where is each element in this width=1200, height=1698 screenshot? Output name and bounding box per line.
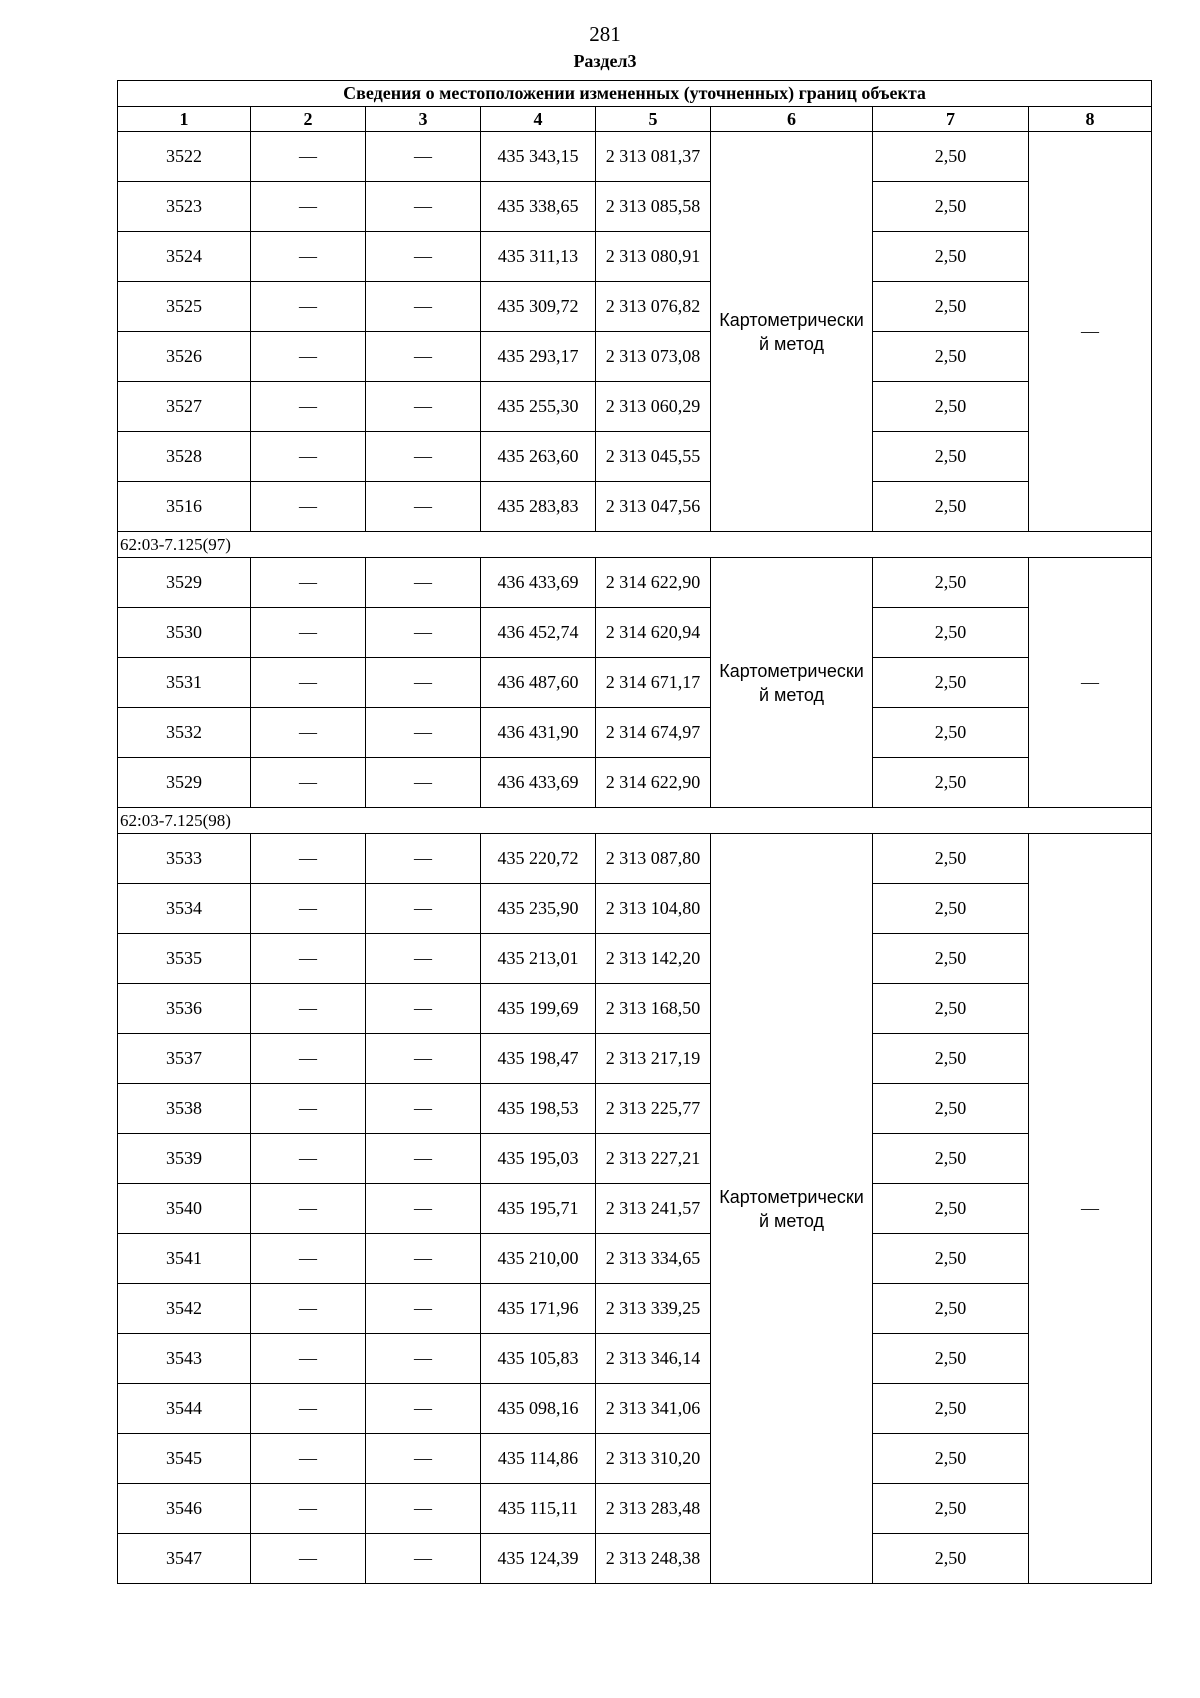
column-2-dash: — bbox=[251, 482, 366, 532]
column-3-dash: — bbox=[366, 884, 481, 934]
x-coordinate: 435 195,71 bbox=[481, 1184, 596, 1234]
column-3-dash: — bbox=[366, 1384, 481, 1434]
x-coordinate: 436 452,74 bbox=[481, 608, 596, 658]
x-coordinate: 435 114,86 bbox=[481, 1434, 596, 1484]
accuracy-value: 2,50 bbox=[873, 1184, 1029, 1234]
column-3-dash: — bbox=[366, 1134, 481, 1184]
table-row bbox=[118, 482, 1152, 532]
column-2-dash: — bbox=[251, 934, 366, 984]
method-line-2: й метод bbox=[758, 333, 824, 354]
column-3-dash: — bbox=[366, 432, 481, 482]
x-coordinate: 436 433,69 bbox=[481, 558, 596, 608]
point-number: 3529 bbox=[118, 758, 251, 808]
point-number: 3516 bbox=[118, 482, 251, 532]
x-coordinate: 435 235,90 bbox=[481, 884, 596, 934]
column-3-dash: — bbox=[366, 934, 481, 984]
x-coordinate: 435 199,69 bbox=[481, 984, 596, 1034]
column-8-dash: — bbox=[1029, 834, 1152, 1584]
table-body bbox=[118, 81, 1152, 1584]
point-number: 3526 bbox=[118, 332, 251, 382]
point-number: 3543 bbox=[118, 1334, 251, 1384]
table-row bbox=[118, 282, 1152, 332]
accuracy-value: 2,50 bbox=[873, 1084, 1029, 1134]
point-number: 3530 bbox=[118, 608, 251, 658]
point-number: 3537 bbox=[118, 1034, 251, 1084]
x-coordinate: 436 487,60 bbox=[481, 658, 596, 708]
column-3-dash: — bbox=[366, 558, 481, 608]
method-line-1: Картометрически bbox=[719, 309, 864, 330]
table-row bbox=[118, 132, 1152, 182]
column-2-dash: — bbox=[251, 382, 366, 432]
y-coordinate: 2 314 622,90 bbox=[596, 758, 711, 808]
column-3-dash: — bbox=[366, 1234, 481, 1284]
table-row bbox=[118, 382, 1152, 432]
point-number: 3542 bbox=[118, 1284, 251, 1334]
column-8-dash: — bbox=[1029, 558, 1152, 808]
point-number: 3534 bbox=[118, 884, 251, 934]
column-2-dash: — bbox=[251, 232, 366, 282]
x-coordinate: 435 293,17 bbox=[481, 332, 596, 382]
column-2-dash: — bbox=[251, 558, 366, 608]
parcel-group-row bbox=[118, 532, 1152, 558]
point-number: 3545 bbox=[118, 1434, 251, 1484]
table-row bbox=[118, 332, 1152, 382]
y-coordinate: 2 313 225,77 bbox=[596, 1084, 711, 1134]
table-row bbox=[118, 1534, 1152, 1584]
x-coordinate: 435 343,15 bbox=[481, 132, 596, 182]
table-row bbox=[118, 182, 1152, 232]
table-row bbox=[118, 658, 1152, 708]
accuracy-value: 2,50 bbox=[873, 482, 1029, 532]
column-2-dash: — bbox=[251, 658, 366, 708]
y-coordinate: 2 313 168,50 bbox=[596, 984, 711, 1034]
column-2-dash: — bbox=[251, 984, 366, 1034]
accuracy-value: 2,50 bbox=[873, 1484, 1029, 1534]
method-line-2: й метод bbox=[758, 684, 824, 705]
table-row bbox=[118, 984, 1152, 1034]
y-coordinate: 2 313 060,29 bbox=[596, 382, 711, 432]
column-2-dash: — bbox=[251, 432, 366, 482]
x-coordinate: 435 220,72 bbox=[481, 834, 596, 884]
column-header-5: 5 bbox=[596, 107, 711, 132]
y-coordinate: 2 313 087,80 bbox=[596, 834, 711, 884]
accuracy-value: 2,50 bbox=[873, 1384, 1029, 1434]
column-header-1: 1 bbox=[118, 107, 251, 132]
column-2-dash: — bbox=[251, 1284, 366, 1334]
table-row bbox=[118, 758, 1152, 808]
column-2-dash: — bbox=[251, 1534, 366, 1584]
method-cell bbox=[711, 132, 873, 532]
accuracy-value: 2,50 bbox=[873, 232, 1029, 282]
y-coordinate: 2 313 045,55 bbox=[596, 432, 711, 482]
table-row bbox=[118, 708, 1152, 758]
column-2-dash: — bbox=[251, 708, 366, 758]
x-coordinate: 435 263,60 bbox=[481, 432, 596, 482]
column-3-dash: — bbox=[366, 834, 481, 884]
column-2-dash: — bbox=[251, 332, 366, 382]
point-number: 3522 bbox=[118, 132, 251, 182]
accuracy-value: 2,50 bbox=[873, 1334, 1029, 1384]
x-coordinate: 435 198,53 bbox=[481, 1084, 596, 1134]
table-row bbox=[118, 1134, 1152, 1184]
accuracy-value: 2,50 bbox=[873, 558, 1029, 608]
accuracy-value: 2,50 bbox=[873, 1134, 1029, 1184]
point-number: 3527 bbox=[118, 382, 251, 432]
column-header-8: 8 bbox=[1029, 107, 1152, 132]
point-number: 3531 bbox=[118, 658, 251, 708]
column-3-dash: — bbox=[366, 758, 481, 808]
column-2-dash: — bbox=[251, 1484, 366, 1534]
accuracy-value: 2,50 bbox=[873, 1534, 1029, 1584]
column-header-2: 2 bbox=[251, 107, 366, 132]
column-2-dash: — bbox=[251, 1434, 366, 1484]
table-row bbox=[118, 432, 1152, 482]
column-3-dash: — bbox=[366, 332, 481, 382]
column-3-dash: — bbox=[366, 1334, 481, 1384]
accuracy-value: 2,50 bbox=[873, 884, 1029, 934]
accuracy-value: 2,50 bbox=[873, 332, 1029, 382]
column-2-dash: — bbox=[251, 1134, 366, 1184]
accuracy-value: 2,50 bbox=[873, 758, 1029, 808]
y-coordinate: 2 313 334,65 bbox=[596, 1234, 711, 1284]
y-coordinate: 2 313 227,21 bbox=[596, 1134, 711, 1184]
y-coordinate: 2 314 620,94 bbox=[596, 608, 711, 658]
column-3-dash: — bbox=[366, 382, 481, 432]
accuracy-value: 2,50 bbox=[873, 1234, 1029, 1284]
x-coordinate: 435 098,16 bbox=[481, 1384, 596, 1434]
header-row bbox=[118, 107, 1152, 132]
column-2-dash: — bbox=[251, 182, 366, 232]
table-row bbox=[118, 1384, 1152, 1434]
accuracy-value: 2,50 bbox=[873, 1434, 1029, 1484]
column-2-dash: — bbox=[251, 1034, 366, 1084]
column-2-dash: — bbox=[251, 1234, 366, 1284]
column-header-6: 6 bbox=[711, 107, 873, 132]
point-number: 3529 bbox=[118, 558, 251, 608]
table-row bbox=[118, 608, 1152, 658]
x-coordinate: 435 283,83 bbox=[481, 482, 596, 532]
method-cell bbox=[711, 558, 873, 808]
y-coordinate: 2 313 346,14 bbox=[596, 1334, 711, 1384]
column-3-dash: — bbox=[366, 182, 481, 232]
y-coordinate: 2 313 341,06 bbox=[596, 1384, 711, 1434]
y-coordinate: 2 313 241,57 bbox=[596, 1184, 711, 1234]
accuracy-value: 2,50 bbox=[873, 1284, 1029, 1334]
table-row bbox=[118, 1184, 1152, 1234]
y-coordinate: 2 313 248,38 bbox=[596, 1534, 711, 1584]
column-3-dash: — bbox=[366, 1084, 481, 1134]
point-number: 3539 bbox=[118, 1134, 251, 1184]
parcel-label: 62:03-7.125(98) bbox=[118, 808, 1152, 834]
page-number: 281 bbox=[589, 22, 621, 46]
table-row bbox=[118, 1284, 1152, 1334]
table-row bbox=[118, 232, 1152, 282]
column-3-dash: — bbox=[366, 1184, 481, 1234]
column-3-dash: — bbox=[366, 1434, 481, 1484]
point-number: 3535 bbox=[118, 934, 251, 984]
point-number: 3525 bbox=[118, 282, 251, 332]
x-coordinate: 435 115,11 bbox=[481, 1484, 596, 1534]
accuracy-value: 2,50 bbox=[873, 1034, 1029, 1084]
column-2-dash: — bbox=[251, 1184, 366, 1234]
table-row bbox=[118, 1084, 1152, 1134]
accuracy-value: 2,50 bbox=[873, 182, 1029, 232]
accuracy-value: 2,50 bbox=[873, 708, 1029, 758]
y-coordinate: 2 313 104,80 bbox=[596, 884, 711, 934]
point-number: 3533 bbox=[118, 834, 251, 884]
x-coordinate: 435 195,03 bbox=[481, 1134, 596, 1184]
point-number: 3538 bbox=[118, 1084, 251, 1134]
column-3-dash: — bbox=[366, 1484, 481, 1534]
accuracy-value: 2,50 bbox=[873, 282, 1029, 332]
y-coordinate: 2 314 622,90 bbox=[596, 558, 711, 608]
column-3-dash: — bbox=[366, 658, 481, 708]
column-3-dash: — bbox=[366, 984, 481, 1034]
x-coordinate: 435 124,39 bbox=[481, 1534, 596, 1584]
x-coordinate: 435 105,83 bbox=[481, 1334, 596, 1384]
accuracy-value: 2,50 bbox=[873, 658, 1029, 708]
point-number: 3546 bbox=[118, 1484, 251, 1534]
x-coordinate: 435 255,30 bbox=[481, 382, 596, 432]
method-line-1: Картометрически bbox=[719, 1186, 864, 1207]
column-header-7: 7 bbox=[873, 107, 1029, 132]
table-row bbox=[118, 1234, 1152, 1284]
table-row bbox=[118, 834, 1152, 884]
point-number: 3523 bbox=[118, 182, 251, 232]
column-3-dash: — bbox=[366, 608, 481, 658]
table-row bbox=[118, 1334, 1152, 1384]
coordinates-table bbox=[117, 80, 1152, 1584]
column-2-dash: — bbox=[251, 1084, 366, 1134]
y-coordinate: 2 313 283,48 bbox=[596, 1484, 711, 1534]
y-coordinate: 2 313 047,56 bbox=[596, 482, 711, 532]
y-coordinate: 2 313 310,20 bbox=[596, 1434, 711, 1484]
column-2-dash: — bbox=[251, 834, 366, 884]
column-2-dash: — bbox=[251, 608, 366, 658]
column-3-dash: — bbox=[366, 1534, 481, 1584]
point-number: 3547 bbox=[118, 1534, 251, 1584]
accuracy-value: 2,50 bbox=[873, 984, 1029, 1034]
y-coordinate: 2 313 217,19 bbox=[596, 1034, 711, 1084]
column-8-dash: — bbox=[1029, 132, 1152, 532]
y-coordinate: 2 313 142,20 bbox=[596, 934, 711, 984]
x-coordinate: 435 171,96 bbox=[481, 1284, 596, 1334]
column-2-dash: — bbox=[251, 758, 366, 808]
table-row bbox=[118, 558, 1152, 608]
table-row bbox=[118, 1434, 1152, 1484]
table-row bbox=[118, 884, 1152, 934]
y-coordinate: 2 313 081,37 bbox=[596, 132, 711, 182]
x-coordinate: 435 210,00 bbox=[481, 1234, 596, 1284]
y-coordinate: 2 314 674,97 bbox=[596, 708, 711, 758]
x-coordinate: 435 338,65 bbox=[481, 182, 596, 232]
x-coordinate: 435 213,01 bbox=[481, 934, 596, 984]
column-header-4: 4 bbox=[481, 107, 596, 132]
column-2-dash: — bbox=[251, 1334, 366, 1384]
column-2-dash: — bbox=[251, 282, 366, 332]
section-title: Раздел3 bbox=[573, 51, 637, 71]
column-2-dash: — bbox=[251, 1384, 366, 1434]
x-coordinate: 435 309,72 bbox=[481, 282, 596, 332]
column-header-3: 3 bbox=[366, 107, 481, 132]
accuracy-value: 2,50 bbox=[873, 382, 1029, 432]
table-title: Сведения о местоположении измененных (уточненных) границ объекта bbox=[118, 81, 1152, 107]
method-line-2: й метод bbox=[758, 1210, 824, 1231]
table-row bbox=[118, 1034, 1152, 1084]
column-2-dash: — bbox=[251, 884, 366, 934]
column-3-dash: — bbox=[366, 232, 481, 282]
accuracy-value: 2,50 bbox=[873, 608, 1029, 658]
y-coordinate: 2 314 671,17 bbox=[596, 658, 711, 708]
column-3-dash: — bbox=[366, 132, 481, 182]
x-coordinate: 436 433,69 bbox=[481, 758, 596, 808]
point-number: 3524 bbox=[118, 232, 251, 282]
x-coordinate: 435 311,13 bbox=[481, 232, 596, 282]
y-coordinate: 2 313 073,08 bbox=[596, 332, 711, 382]
point-number: 3540 bbox=[118, 1184, 251, 1234]
accuracy-value: 2,50 bbox=[873, 432, 1029, 482]
y-coordinate: 2 313 080,91 bbox=[596, 232, 711, 282]
point-number: 3544 bbox=[118, 1384, 251, 1434]
column-3-dash: — bbox=[366, 1284, 481, 1334]
column-2-dash: — bbox=[251, 132, 366, 182]
method-line-1: Картометрически bbox=[719, 660, 864, 681]
column-3-dash: — bbox=[366, 708, 481, 758]
point-number: 3532 bbox=[118, 708, 251, 758]
y-coordinate: 2 313 076,82 bbox=[596, 282, 711, 332]
point-number: 3528 bbox=[118, 432, 251, 482]
column-3-dash: — bbox=[366, 482, 481, 532]
accuracy-value: 2,50 bbox=[873, 934, 1029, 984]
y-coordinate: 2 313 339,25 bbox=[596, 1284, 711, 1334]
accuracy-value: 2,50 bbox=[873, 132, 1029, 182]
point-number: 3541 bbox=[118, 1234, 251, 1284]
accuracy-value: 2,50 bbox=[873, 834, 1029, 884]
table-title-row bbox=[118, 81, 1152, 107]
column-3-dash: — bbox=[366, 282, 481, 332]
x-coordinate: 436 431,90 bbox=[481, 708, 596, 758]
parcel-label: 62:03-7.125(97) bbox=[118, 532, 1152, 558]
x-coordinate: 435 198,47 bbox=[481, 1034, 596, 1084]
parcel-group-row bbox=[118, 808, 1152, 834]
method-cell bbox=[711, 834, 873, 1584]
column-3-dash: — bbox=[366, 1034, 481, 1084]
table-row bbox=[118, 934, 1152, 984]
point-number: 3536 bbox=[118, 984, 251, 1034]
y-coordinate: 2 313 085,58 bbox=[596, 182, 711, 232]
table-row bbox=[118, 1484, 1152, 1534]
